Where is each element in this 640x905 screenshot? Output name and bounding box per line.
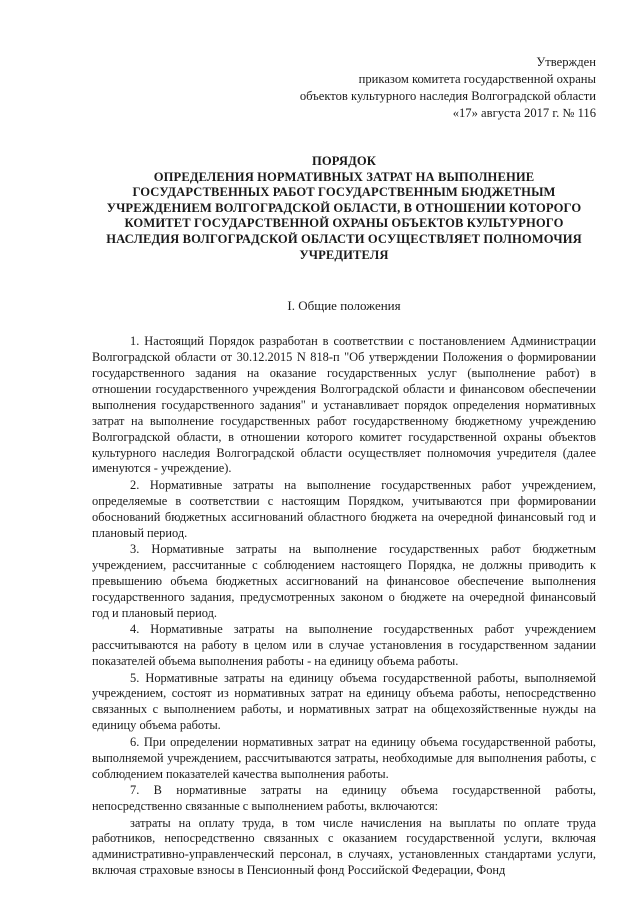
title-line: ГОСУДАРСТВЕННЫХ РАБОТ ГОСУДАРСТВЕННЫМ БЮДЖЕТНЫМ (132, 185, 556, 200)
paragraph-3: 3. Нормативные затраты на выполнение государственных работ бюджетным учреждением, рассчитанные с соблюдением настоящего Порядка, не должны приводить к превышению объема бюджетных ассигнований на финансовое обеспечение выполнения государственного задания, предусмотренных законом о бюджете на очередной финансовый год и плановый период. (92, 542, 596, 620)
paragraph-1: 1. Настоящий Порядок разработан в соответствии с постановлением Администрации Волгоградской области от 30.12.2015 N 818-п "Об утверждении Положения о формировании государственного задания на оказание государственных услуг (выполнение работ) в отношении государственного учреждения Волгоградской области и финансовом обеспечении выполнения государственного задания" и устанавливает порядок определения нормативных затрат на выполнение государственных работ государственному бюджетному учреждению Волгоградской области, в отношении которого комитет государственной охраны объектов культурного наследия Волгоградской области осуществляет полномочия учредителя (далее именуются - учреждение). (92, 334, 596, 476)
approval-line-committee: объектов культурного наследия Волгоградской области (299, 89, 596, 103)
approval-line-order: приказом комитета государственной охраны (358, 72, 596, 86)
title-line: ОПРЕДЕЛЕНИЯ НОРМАТИВНЫХ ЗАТРАТ НА ВЫПОЛНЕНИЕ (153, 169, 535, 184)
approval-line-approved: Утвержден (536, 55, 596, 69)
document-title (92, 154, 596, 263)
paragraph-6: 6. При определении нормативных затрат на единицу объема государственной работы, выполняемой учреждением, рассчитываются затраты, необходимые для выполнения работы, с соблюдением показателей качества выполнения работы. (92, 734, 596, 781)
approval-line-date-number: «17» августа 2017 г. № 116 (452, 106, 596, 120)
title-line: УЧРЕЖДЕНИЕМ ВОЛГОГРАДСКОЙ ОБЛАСТИ, В ОТНОШЕНИИ КОТОРОГО (106, 200, 582, 215)
paragraph-4: 4. Нормативные затраты на выполнение государственных работ учреждением рассчитываются на работу в целом или в случае установления в государственном задании показателей объема выполнения работы - на единицу объема работы. (92, 622, 596, 669)
section-heading: I. Общие положения (287, 298, 401, 314)
title-line: УЧРЕДИТЕЛЯ (299, 247, 389, 262)
paragraph-7-item-labor-costs: затраты на оплату труда, в том числе начисления на выплаты по оплате труда работников, непосредственно связанных с оказанием государственной услуги, включая административно-управленческий персонал, в случаях, установленных стандартами услуги, включая страховые взносы в Пенсионный фонд Российской Федерации, Фонд (92, 815, 596, 878)
paragraph-7: 7. В нормативные затраты на единицу объема государственной работы, непосредственно связанные с выполнением работы, включаются: (92, 783, 596, 813)
title-line: КОМИТЕТ ГОСУДАРСТВЕННОЙ ОХРАНЫ ОБЪЕКТОВ КУЛЬТУРНОГО (124, 216, 564, 231)
paragraph-2: 2. Нормативные затраты на выполнение государственных работ учреждением, определяемые в соответствии с настоящим Порядком, учитываются при формировании обоснований бюджетных ассигнований областного бюджета на очередной финансовый год и плановый период. (92, 477, 596, 540)
title-line: ПОРЯДОК (311, 154, 377, 168)
paragraph-5: 5. Нормативные затраты на единицу объема государственной работы, выполняемой учреждением, состоят из нормативных затрат на единицу объема работы, непосредственно связанных с выполнением работы, и нормативных затрат на общехозяйственные нужды на единицу объема работы. (92, 670, 596, 733)
title-line: НАСЛЕДИЯ ВОЛГОГРАДСКОЙ ОБЛАСТИ ОСУЩЕСТВЛЯЕТ ПОЛНОМОЧИЯ (106, 231, 582, 246)
approval-stamp (92, 54, 596, 122)
document-body (92, 334, 596, 879)
